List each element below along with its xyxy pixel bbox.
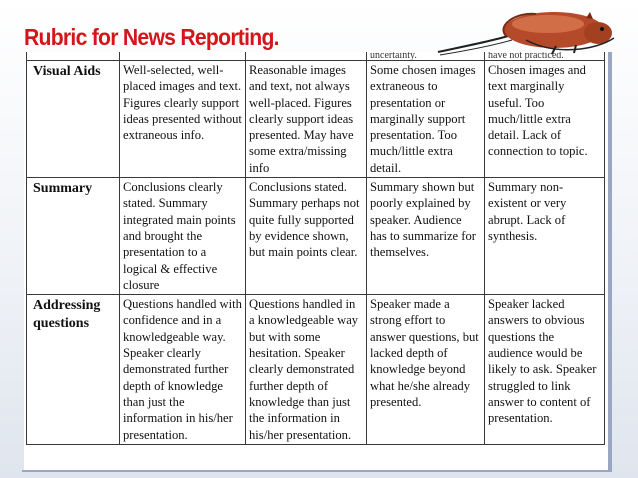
criterion-visual-aids: Visual Aids <box>27 61 120 178</box>
table-cell <box>246 52 367 61</box>
table-cell: Conclusions clearly stated. Summary integrated main points and brought the presentation to a logical & effective closure <box>120 178 246 295</box>
rubric-table <box>26 52 605 445</box>
table-cell: Summary shown but poorly explained by speaker. Audience has to summarize for themselves. <box>367 178 485 295</box>
table-cell: Questions handled in a knowledgeable way but with some hesitation. Speaker clearly demonstrated further depth of knowledge than just the information in his/her presentation. <box>246 295 367 445</box>
table-cell <box>27 52 120 61</box>
table-cell: Some chosen images extraneous to presentation or marginally support presentation. Too much/little extra detail. <box>367 61 485 178</box>
table-row <box>27 295 605 445</box>
table-cell <box>120 52 246 61</box>
table-cell: Reasonable images and text, not always well-placed. Figures clearly support ideas presented. May have some extra/missing info <box>246 61 367 178</box>
beaver-logo-icon <box>436 0 632 60</box>
table-cell: Summary non-existent or very abrupt. Lack of synthesis. <box>485 178 605 295</box>
table-cell: have not practiced. <box>485 52 605 61</box>
rubric-table-container <box>24 52 608 470</box>
table-cell: Speaker lacked answers to obvious questions the audience would be likely to ask. Speaker struggled to link answer to content of presentation. <box>485 295 605 445</box>
table-cell: Conclusions stated. Summary perhaps not quite fully supported by evidence shown, but main points clear. <box>246 178 367 295</box>
table-cell: uncertainty. <box>367 52 485 61</box>
criterion-summary: Summary <box>27 178 120 295</box>
table-cell: Well-selected, well-placed images and text. Figures clearly support ideas presented without extraneous info. <box>120 61 246 178</box>
table-cell: Chosen images and text marginally useful. Too much/little extra detail. Lack of connection to topic. <box>485 61 605 178</box>
criterion-addressing-questions: Addressing questions <box>27 295 120 445</box>
slide-frame-edge <box>608 52 612 472</box>
slide-title: Rubric for News Reporting. <box>24 24 279 50</box>
table-row <box>27 178 605 295</box>
table-cell: Questions handled with confidence and in a knowledgeable way. Speaker clearly demonstrated further depth of knowledge than just the information in his/her presentation. <box>120 295 246 445</box>
table-cell: Speaker made a strong effort to answer questions, but lacked depth of knowledge beyond what he/she already presented. <box>367 295 485 445</box>
slide-frame-bottom <box>22 470 612 472</box>
table-row <box>27 61 605 178</box>
